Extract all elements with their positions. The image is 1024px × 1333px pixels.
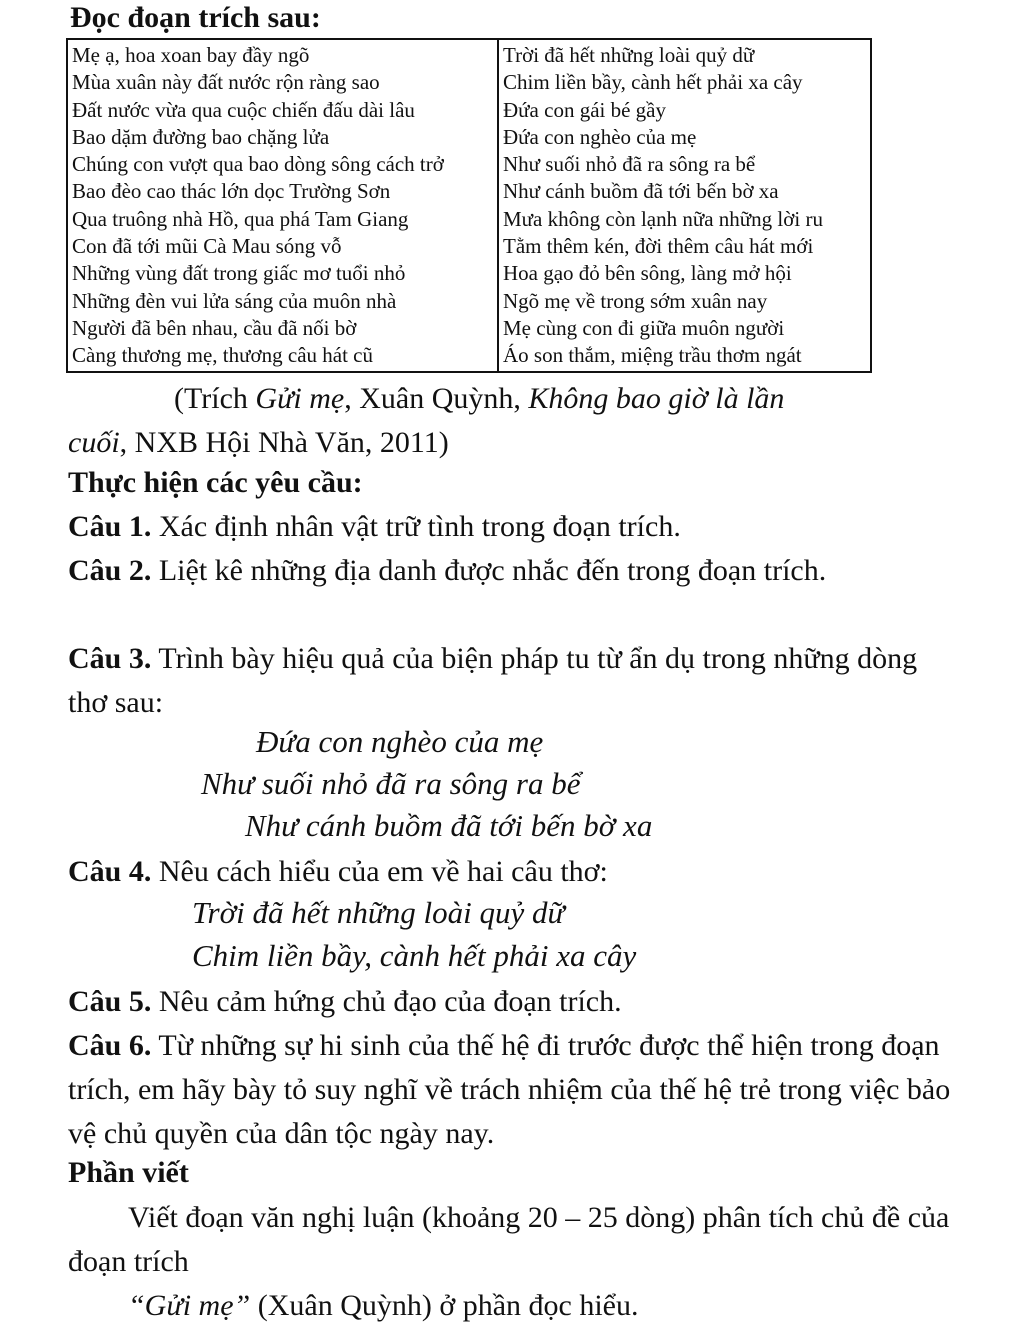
- quote-line: Như cánh buồm đã tới bến bờ xa: [245, 808, 653, 843]
- poem-line: Đứa con nghèo của mẹ: [503, 124, 697, 149]
- question-text: Nêu cách hiểu của em về hai câu thơ:: [151, 855, 608, 888]
- poem-line: Bao đèo cao thác lớn dọc Trường Sơn: [72, 179, 391, 204]
- poem-line: Càng thương mẹ, thương câu hát cũ: [72, 343, 373, 368]
- poem-line: Đứa con gái bé gầy: [503, 97, 666, 122]
- question-text: Liệt kê những địa danh được nhắc đến trong đoạn trích.: [151, 554, 827, 587]
- poem-line: Mẹ cùng con đi giữa muôn người: [503, 315, 785, 340]
- poem-column-left: [68, 40, 499, 371]
- poem-line: Trời đã hết những loài quỷ dữ: [503, 43, 755, 67]
- question-3: [68, 637, 928, 725]
- poem-line: Hoa gạo đỏ bên sông, làng mở hội: [503, 261, 792, 286]
- question-1: [68, 505, 958, 549]
- citation-open: (Trích: [174, 382, 256, 415]
- poem-line: Người đã bên nhau, cầu đã nối bờ: [72, 315, 357, 340]
- question-label: Câu 5.: [68, 985, 152, 1018]
- question-label: Câu 3.: [68, 642, 152, 675]
- question-text: Xác định nhân vật trữ tình trong đoạn trích.: [151, 510, 681, 543]
- poem-line: Qua truông nhà Hồ, qua phá Tam Giang: [72, 206, 409, 231]
- poem-line: Những đèn vui lửa sáng của muôn nhà: [72, 288, 397, 313]
- poem-line: Mưa không còn lạnh nữa những lời ru: [503, 206, 823, 231]
- poem-line: Mẹ ạ, hoa xoan bay đầy ngõ: [72, 43, 310, 67]
- question-5: [68, 980, 958, 1024]
- poem-line: Đất nước vừa qua cuộc chiến đấu dài lâu: [72, 97, 415, 122]
- quote-line: Trời đã hết những loài quỷ dữ: [192, 895, 565, 930]
- question-label: Câu 4.: [68, 855, 152, 888]
- question-label: Câu 2.: [68, 554, 152, 587]
- question-text: Từ những sự hi sinh của thế hệ đi trước được thể hiện trong đoạn trích, em hãy bày tỏ suy nghĩ về trách nhiệm của thế hệ trẻ trong việc bảo vệ chủ quyền của dân tộc ngày nay.: [68, 1029, 951, 1150]
- citation-work: Gửi mẹ: [255, 382, 345, 415]
- question-text: Trình bày hiệu quả của biện pháp tu từ ẩn dụ trong những dòng thơ sau:: [68, 642, 918, 719]
- poem-table: [66, 38, 872, 373]
- poem-line: Như suối nhỏ đã ra sông ra bể: [503, 152, 756, 177]
- source-citation: [68, 377, 948, 465]
- tasks-heading: Thực hiện các yêu cầu:: [68, 466, 363, 499]
- poem-line: Chúng con vượt qua bao dòng sông cách trở: [72, 152, 444, 177]
- poem-line: Chim liền bầy, cành hết phải xa cây: [503, 70, 803, 95]
- writing-quote-title: “Gửi mẹ”: [128, 1289, 251, 1322]
- reading-heading: Đọc đoạn trích sau:: [70, 1, 321, 34]
- citation-publisher: , NXB Hội Nhà Văn, 2011): [119, 426, 449, 459]
- quote-line: Đứa con nghèo của mẹ: [256, 724, 544, 759]
- poem-line: Mùa xuân này đất nước rộn ràng sao: [72, 70, 380, 95]
- question-label: Câu 1.: [68, 510, 152, 543]
- question-6: [68, 1024, 958, 1156]
- question-text: Nêu cảm hứng chủ đạo của đoạn trích.: [151, 985, 622, 1018]
- poem-line: Ngõ mẹ về trong sớm xuân nay: [503, 288, 768, 313]
- question-label: Câu 6.: [68, 1029, 152, 1062]
- poem-line: Con đã tới mũi Cà Mau sóng vỗ: [72, 234, 342, 259]
- quote-line: Chim liền bầy, cành hết phải xa cây: [192, 938, 637, 973]
- poem-line: Bao dặm đường bao chặng lửa: [72, 124, 330, 149]
- writing-heading: Phần viết: [68, 1156, 189, 1189]
- poem-line: Những vùng đất trong giấc mơ tuổi nhỏ: [72, 261, 406, 286]
- quote-line: Như suối nhỏ đã ra sông ra bể: [201, 766, 581, 801]
- writing-tail: (Xuân Quỳnh) ở phần đọc hiểu.: [250, 1289, 639, 1322]
- question-4: [68, 850, 958, 894]
- poem-line: Tằm thêm kén, đời thêm câu hát mới: [503, 234, 814, 259]
- question-2: [68, 549, 908, 593]
- poem-column-right: [499, 40, 870, 371]
- writing-reference: [128, 1284, 1018, 1328]
- poem-line: Như cánh buồm đã tới bến bờ xa: [503, 179, 779, 204]
- citation-author: , Xuân Quỳnh,: [344, 382, 529, 415]
- poem-line: Áo son thắm, miệng trầu thơm ngát: [503, 343, 802, 368]
- citation-book: Không bao giờ là lần: [528, 382, 785, 415]
- citation-book-end: cuối: [68, 426, 120, 459]
- writing-prompt: Viết đoạn văn nghị luận (khoảng 20 – 25 dòng) phân tích chủ đề của đoạn trích: [68, 1201, 950, 1278]
